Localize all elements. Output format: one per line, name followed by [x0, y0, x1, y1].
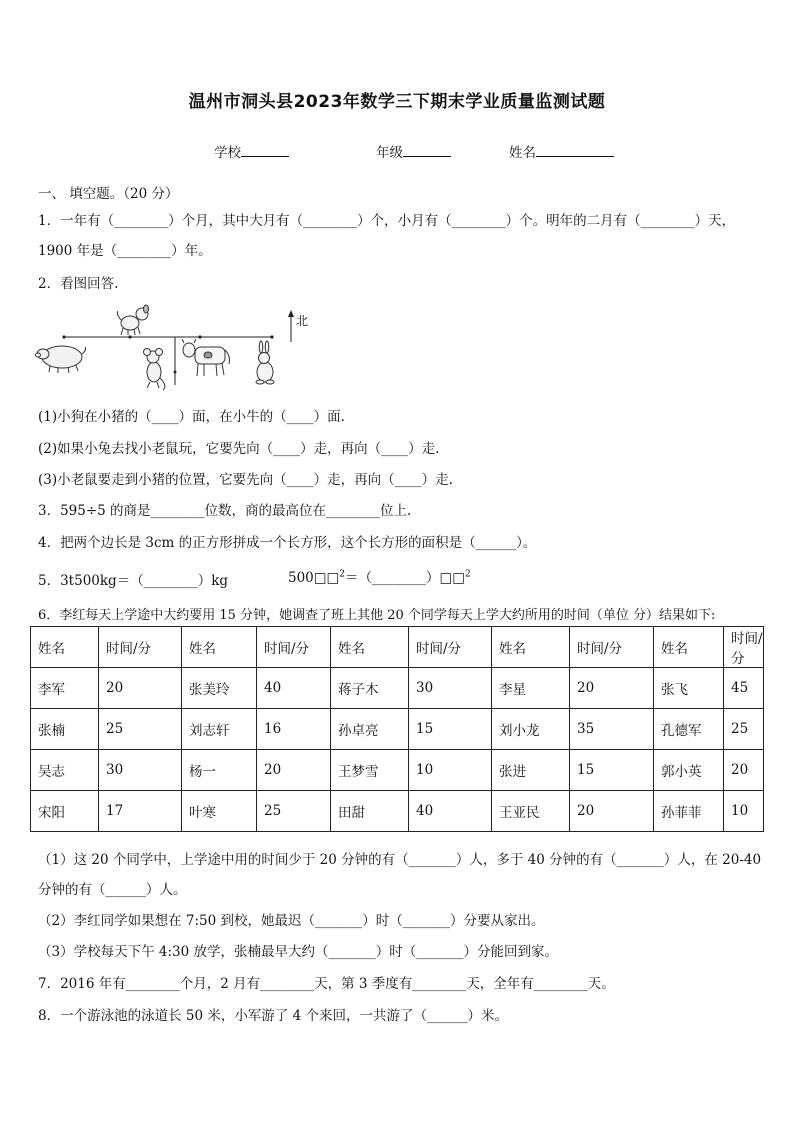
- table-cell: 孙菲菲: [654, 791, 724, 832]
- table-cell: 王亚民: [492, 791, 570, 832]
- table-header-cell: 姓名: [182, 627, 257, 668]
- q6-prompt: 6．李红每天上学途中大约要用 15 分钟，她调查了班上其他 20 个同学每天上学大约所用的时间（单位 分）结果如下:: [38, 608, 716, 623]
- figure-dot: [198, 335, 201, 338]
- mouse-icon: [144, 349, 165, 391]
- q2-sub3: (3)小老鼠要走到小猪的位置，它要先向（____）走，再向（____）走.: [38, 472, 453, 488]
- table-header-cell: 姓名: [492, 627, 570, 668]
- q2-prompt: 2．看图回答.: [38, 276, 119, 292]
- q5-sup2: 2: [465, 569, 471, 580]
- pig-icon: [36, 346, 86, 373]
- table-cell: 17: [99, 791, 182, 832]
- figure-dot: [62, 335, 65, 338]
- table-cell: 20: [570, 791, 654, 832]
- table-cell: 16: [257, 709, 331, 750]
- table-cell: 蒋子木: [331, 668, 409, 709]
- table-cell: 20: [257, 750, 331, 791]
- table-header-cell: 姓名: [654, 627, 724, 668]
- table-cell: 刘小龙: [492, 709, 570, 750]
- q6-table: [30, 626, 764, 832]
- table-cell: 30: [409, 668, 492, 709]
- table-cell: 李星: [492, 668, 570, 709]
- table-cell: 45: [724, 668, 764, 709]
- table-cell: 田甜: [331, 791, 409, 832]
- table-header-row: [31, 627, 764, 668]
- table-cell: 35: [570, 709, 654, 750]
- table-cell: 25: [724, 709, 764, 750]
- table-cell: 15: [570, 750, 654, 791]
- q8: 8．一个游泳池的泳道长 50 米，小军游了 4 个来回，一共游了（______）米。: [38, 1008, 509, 1024]
- table-header-cell: 时间/分: [257, 627, 331, 668]
- table-cell: 张美玲: [182, 668, 257, 709]
- grade-blank: [403, 142, 451, 157]
- table-cell: 40: [257, 668, 331, 709]
- q1-line1: 1．一年有（________）个月，其中大月有（________）个，小月有（________）个。明年的二月有（________）天，: [38, 213, 736, 229]
- table-cell: 10: [724, 791, 764, 832]
- table-header-cell: 姓名: [331, 627, 409, 668]
- cow-icon: [182, 339, 230, 376]
- table-row: [31, 668, 764, 709]
- table-cell: 10: [409, 750, 492, 791]
- dog-icon: [117, 305, 148, 335]
- figure-dot: [270, 335, 273, 338]
- table-header-cell: 时间/分: [99, 627, 182, 668]
- page-title: 温州市洞头县2023年数学三下期末学业质量监测试题: [188, 92, 606, 112]
- table-cell: 孙卓亮: [331, 709, 409, 750]
- grade-field[interactable]: [376, 141, 451, 161]
- q6-sub1-line1: （1）这 20 个同学中，上学途中用的时间少于 20 分钟的有（_______）人，多于 40 分钟的有（_______）人，在 20-40: [38, 852, 762, 868]
- school-blank: [241, 142, 289, 157]
- figure-dot: [128, 335, 131, 338]
- table-cell: 20: [99, 668, 182, 709]
- table-row: [31, 750, 764, 791]
- table-cell: 张楠: [31, 709, 99, 750]
- q3: 3．595÷5 的商是________位数，商的最高位在________位上.: [38, 503, 412, 519]
- q4: 4．把两个边长是 3cm 的正方形拼成一个长方形，这个长方形的面积是（______）。: [38, 535, 537, 551]
- q5-right: [288, 566, 471, 586]
- q6-sub2: （2）李红同学如果想在 7:50 到校，她最迟（_______）时（_______）分要从家出。: [38, 913, 545, 929]
- q5-right-a: 500□□: [288, 570, 340, 586]
- table-cell: 30: [99, 750, 182, 791]
- table-cell: 吴志: [31, 750, 99, 791]
- q7: 7．2016 年有________个月，2 月有________天，第 3 季度有________天，全年有________天。: [38, 976, 615, 992]
- q6-sub3: （3）学校每天下午 4:30 放学，张楠最早大约（_______）时（_______）分能回到家。: [38, 944, 558, 960]
- q5-sup: 2: [339, 569, 346, 580]
- table-cell: 张飞: [654, 668, 724, 709]
- table-header-cell: 时间/分: [409, 627, 492, 668]
- name-field[interactable]: [509, 141, 614, 161]
- name-blank: [536, 142, 614, 157]
- table-cell: 叶寒: [182, 791, 257, 832]
- table-header-cell: 时间/分: [724, 627, 764, 668]
- table-row: [31, 709, 764, 750]
- table-cell: 张进: [492, 750, 570, 791]
- table-cell: 25: [99, 709, 182, 750]
- table-cell: 20: [724, 750, 764, 791]
- q2-sub2: (2)如果小兔去找小老鼠玩，它要先向（____）走，再向（____）走.: [38, 441, 440, 457]
- q1-line2: 1900 年是（________）年。: [38, 243, 212, 259]
- table-cell: 杨一: [182, 750, 257, 791]
- table-header-cell: 姓名: [31, 627, 99, 668]
- table-cell: 刘志轩: [182, 709, 257, 750]
- table-cell: 李军: [31, 668, 99, 709]
- north-arrowhead: [288, 310, 294, 317]
- table-cell: 宋阳: [31, 791, 99, 832]
- figure-dot: [174, 371, 177, 374]
- table-cell: 郭小英: [654, 750, 724, 791]
- school-label: 学校: [214, 145, 241, 161]
- grade-label: 年级: [376, 145, 403, 161]
- section-heading: 一、 填空题。（20 分）: [38, 186, 179, 202]
- table-row: [31, 791, 764, 832]
- q2-sub1: (1)小狗在小猪的（____）面，在小牛的（____）面.: [38, 409, 345, 425]
- table-cell: 25: [257, 791, 331, 832]
- north-label: 北: [296, 314, 309, 328]
- name-label: 姓名: [509, 145, 536, 161]
- table-cell: 15: [409, 709, 492, 750]
- table-cell: 40: [409, 791, 492, 832]
- table-header-cell: 时间/分: [570, 627, 654, 668]
- q5-right-b: ＝（________）□□: [345, 570, 466, 586]
- q2-figure: [32, 300, 322, 395]
- table-cell: 20: [570, 668, 654, 709]
- rabbit-icon: [256, 341, 274, 384]
- q6-sub1-line2: 分钟的有（______）人。: [38, 882, 187, 898]
- school-field[interactable]: [214, 141, 289, 161]
- table-cell: 王梦雪: [331, 750, 409, 791]
- q5-left: 5．3t500kg＝（________）kg: [38, 573, 229, 589]
- table-cell: 孔德军: [654, 709, 724, 750]
